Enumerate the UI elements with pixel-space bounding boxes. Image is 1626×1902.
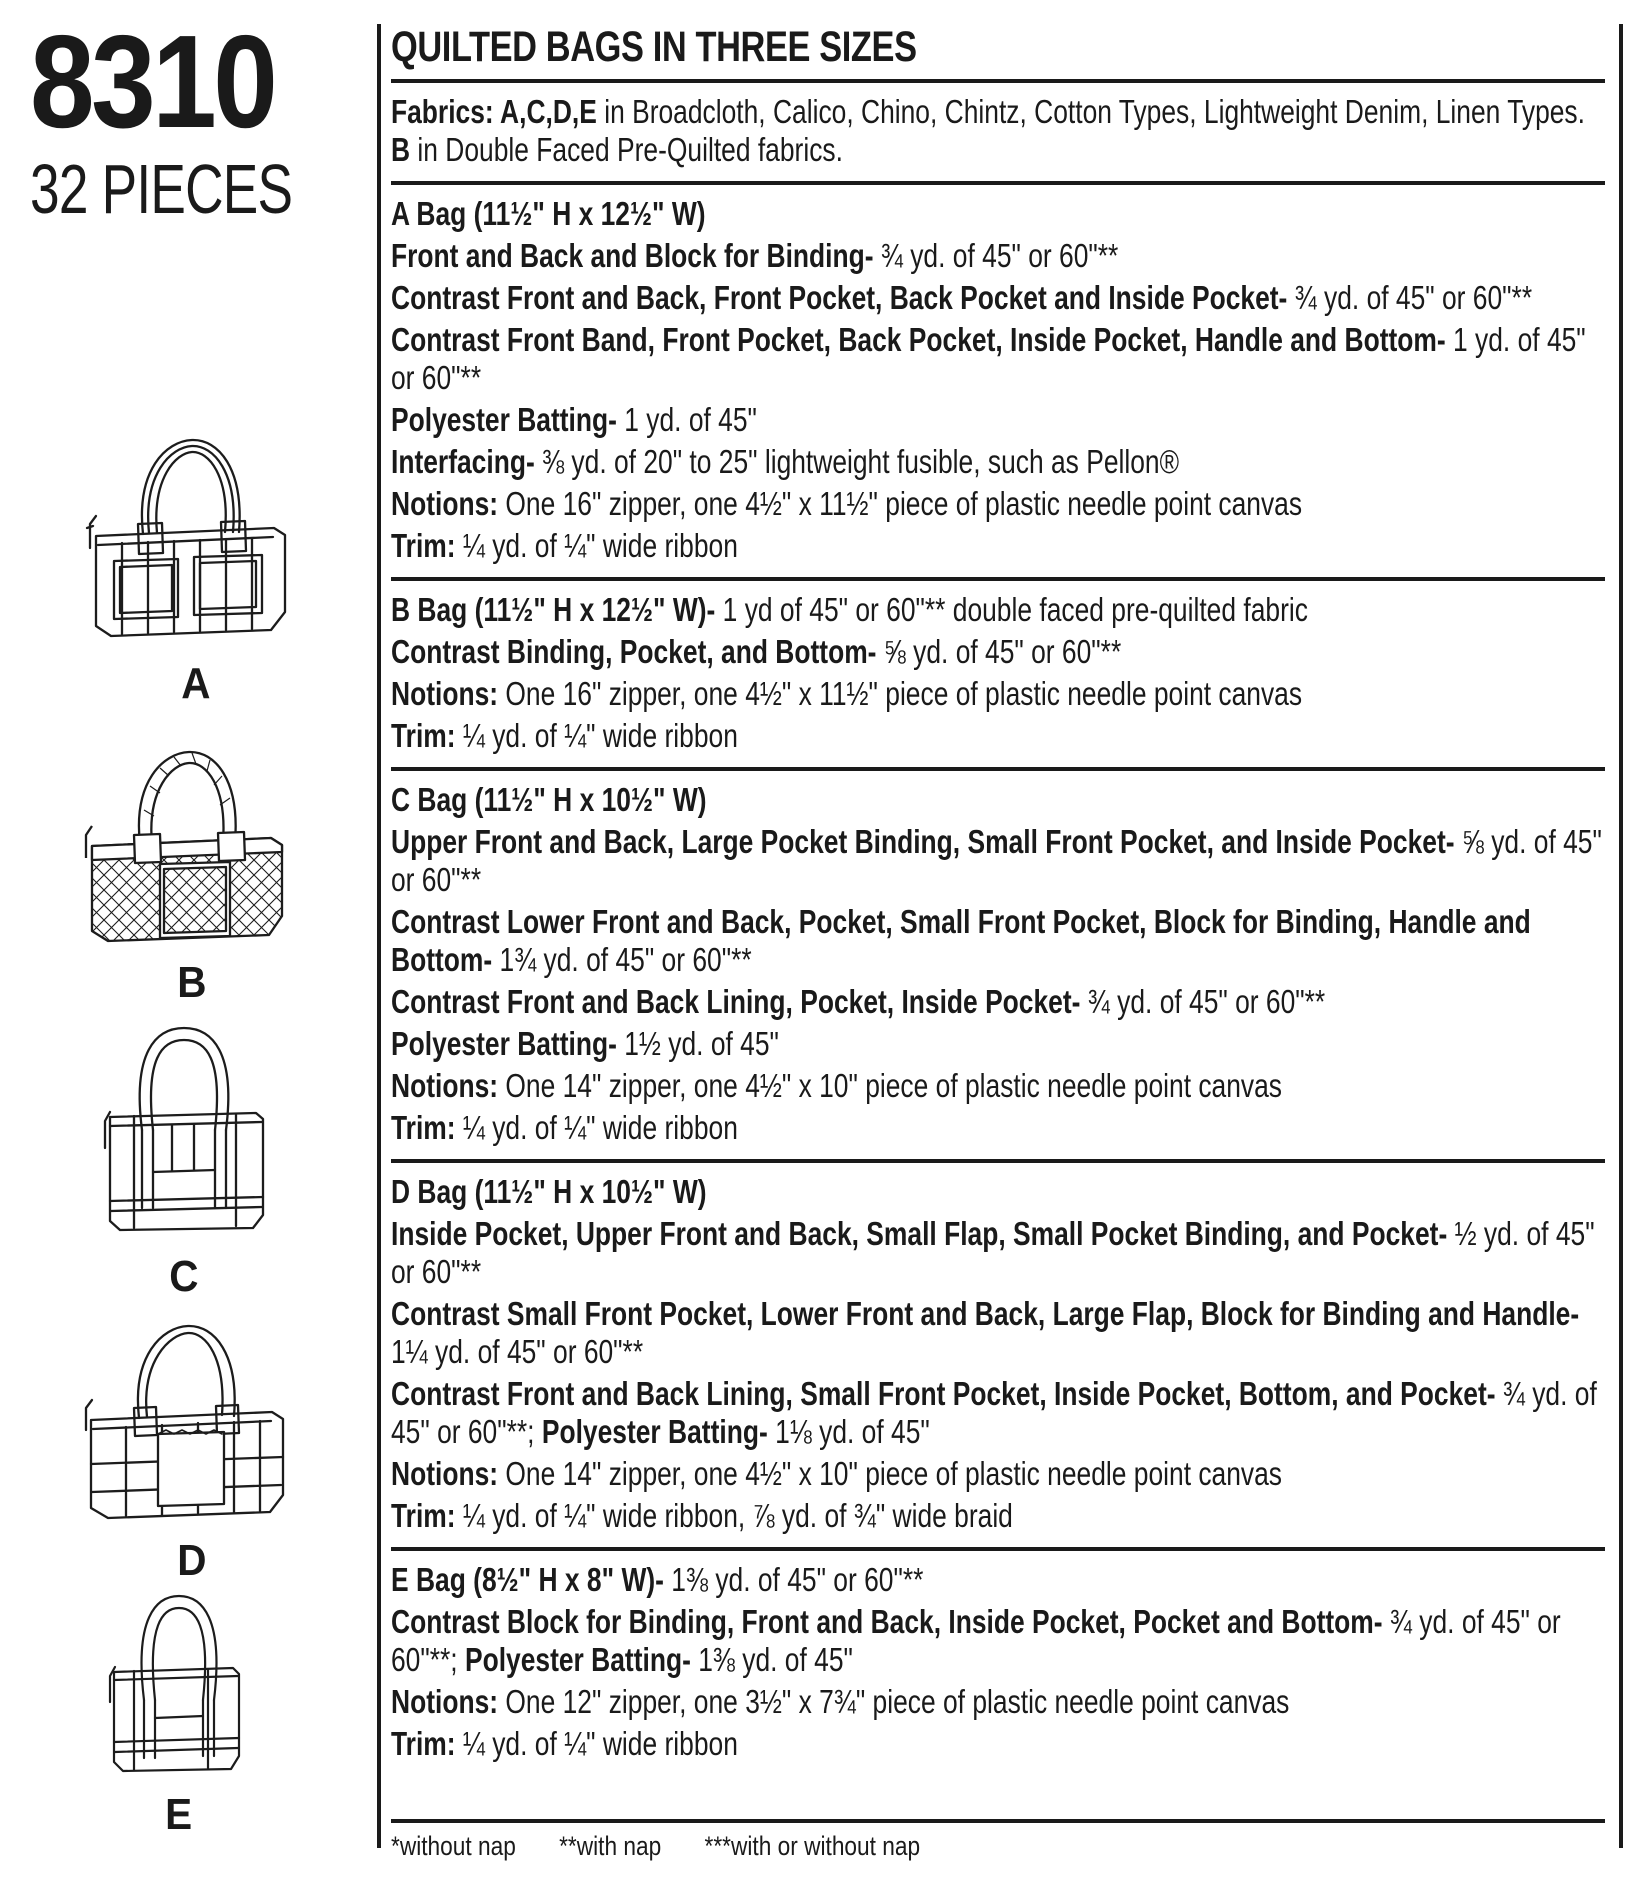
spec-line: Notions: One 14" zipper, one 4½" x 10" piece of plastic needle point canvas (391, 1067, 1283, 1105)
spec-section-bag-c (391, 771, 1605, 1163)
spec-column (391, 24, 1605, 1863)
spec-line: Fabrics: A,C,D,E in Broadcloth, Calico, Chino, Chintz, Cotton Types, Lightweight Denim, Linen Types. B in Double Faced Pre-Quilted fabrics. (391, 93, 1585, 169)
bag-c-illustration (96, 1018, 271, 1246)
footnote-without-nap: *without nap (391, 1831, 516, 1862)
pattern-number: 8310 (30, 8, 275, 155)
bag-b-illustration (74, 740, 309, 952)
bag-a-figure (78, 428, 313, 709)
bag-b-label: B (176, 958, 207, 1007)
spec-section-fabrics (391, 83, 1605, 185)
bag-c-label: C (168, 1252, 199, 1301)
bag-e-label: E (165, 1790, 193, 1839)
spec-line: Notions: One 14" zipper, one 4½" x 10" piece of plastic needle point canvas (391, 1455, 1283, 1493)
bag-d-label: D (176, 1536, 207, 1585)
bag-e-figure (104, 1588, 254, 1840)
spec-line: B Bag (11½" H x 12½" W)- 1 yd of 45" or 60"** double faced pre-quilted fabric (391, 591, 1308, 629)
spec-section-bag-d (391, 1163, 1605, 1551)
spec-line: Contrast Front and Back, Front Pocket, Back Pocket and Inside Pocket- ¾ yd. of 45" or 60"** (391, 279, 1533, 317)
bag-d-illustration (74, 1312, 309, 1530)
spec-section-bag-b (391, 581, 1605, 771)
pieces-count: 32 PIECES (30, 150, 293, 228)
column-divider-rule (377, 24, 381, 1848)
spec-line: Contrast Front and Back Lining, Small Front Pocket, Inside Pocket, Bottom, and Pocket- ¾ yd. of 45" or 60"**; Polyester Batting- 1⅛ yd. of 45" (391, 1375, 1597, 1451)
bag-a-label: A (180, 659, 211, 708)
spec-line: Contrast Front Band, Front Pocket, Back Pocket, Inside Pocket, Handle and Bottom- 1 yd. of 45" or 60"** (391, 321, 1586, 397)
spec-line: Front and Back and Block for Binding- ¾ yd. of 45" or 60"** (391, 237, 1119, 275)
spec-line: Contrast Binding, Pocket, and Bottom- ⅝ yd. of 45" or 60"** (391, 633, 1122, 671)
spec-line: Polyester Batting- 1 yd. of 45" (391, 401, 757, 439)
spec-line: Contrast Small Front Pocket, Lower Front and Back, Large Flap, Block for Binding and Handle- 1¼ yd. of 45" or 60"** (391, 1295, 1580, 1371)
spec-section-bag-a (391, 185, 1605, 581)
bag-a-illustration (78, 428, 313, 653)
spec-line: Inside Pocket, Upper Front and Back, Small Flap, Small Pocket Binding, and Pocket- ½ yd. of 45" or 60"** (391, 1215, 1595, 1291)
spec-line: Trim: ¼ yd. of ¼" wide ribbon (391, 1725, 738, 1763)
doc-title-rule (391, 24, 1605, 83)
spec-line: Notions: One 16" zipper, one 4½" x 11½" piece of plastic needle point canvas (391, 675, 1303, 713)
spec-line: Contrast Block for Binding, Front and Back, Inside Pocket, Pocket and Bottom- ¾ yd. of 45" or 60"**; Polyester Batting- 1⅜ yd. of 45" (391, 1603, 1561, 1679)
bag-d-figure (74, 1312, 309, 1586)
spec-line: C Bag (11½" H x 10½" W) (391, 781, 707, 819)
left-column (30, 8, 370, 228)
footnote-with-or-without-nap: ***with or without nap (704, 1831, 921, 1862)
spec-line: Contrast Front and Back Lining, Pocket, Inside Pocket- ¾ yd. of 45" or 60"** (391, 983, 1326, 1021)
spec-line: Notions: One 12" zipper, one 3½" x 7¾" piece of plastic needle point canvas (391, 1683, 1290, 1721)
bag-b-figure (74, 740, 309, 1008)
bag-e-illustration (104, 1588, 254, 1784)
spec-line: E Bag (8½" H x 8" W)- 1⅜ yd. of 45" or 60"** (391, 1561, 924, 1599)
spec-line: Notions: One 16" zipper, one 4½" x 11½" piece of plastic needle point canvas (391, 485, 1303, 523)
nap-footnotes (391, 1823, 1605, 1862)
spec-line: Contrast Lower Front and Back, Pocket, Small Front Pocket, Block for Binding, Handle and Bottom- 1¾ yd. of 45" or 60"** (391, 903, 1531, 979)
spec-line: Trim: ¼ yd. of ¼" wide ribbon (391, 527, 738, 565)
spec-section-bag-e (391, 1551, 1605, 1823)
bag-c-figure (96, 1018, 271, 1302)
spec-line: D Bag (11½" H x 10½" W) (391, 1173, 707, 1211)
spec-sections (391, 83, 1605, 1823)
page-edge-rule (1619, 24, 1623, 1848)
spec-line: Trim: ¼ yd. of ¼" wide ribbon (391, 1109, 738, 1147)
doc-title: QUILTED BAGS IN THREE SIZES (391, 23, 917, 71)
spec-line: Polyester Batting- 1½ yd. of 45" (391, 1025, 779, 1063)
spec-line: Interfacing- ⅜ yd. of 20" to 25" lightweight fusible, such as Pellon® (391, 443, 1180, 481)
spec-line: Trim: ¼ yd. of ¼" wide ribbon, ⅞ yd. of ¾" wide braid (391, 1497, 1013, 1535)
spec-line: Trim: ¼ yd. of ¼" wide ribbon (391, 717, 738, 755)
spec-line: Upper Front and Back, Large Pocket Binding, Small Front Pocket, and Inside Pocket- ⅝ yd. of 45" or 60"** (391, 823, 1602, 899)
spec-line: A Bag (11½" H x 12½" W) (391, 195, 706, 233)
footnote-with-nap: **with nap (559, 1831, 662, 1862)
